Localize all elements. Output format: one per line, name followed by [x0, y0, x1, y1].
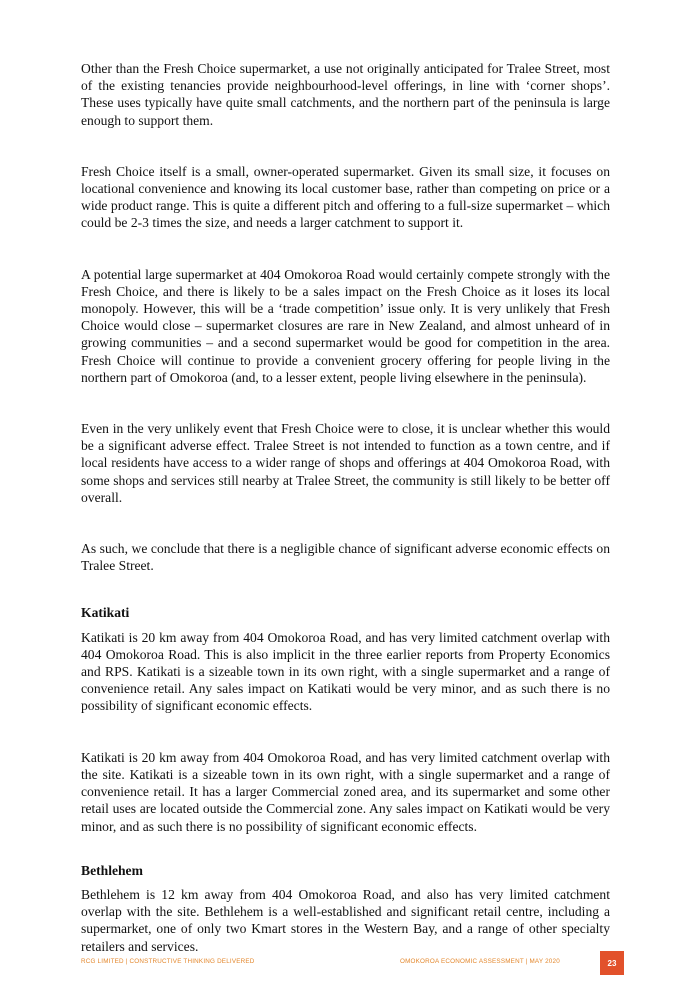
paragraph-fresh-choice: Fresh Choice itself is a small, owner-operated supermarket. Given its small size, it focuses on locational convenience and knowing its local customer base, rather than competing on price or a wide product range. This is quite a different pitch and offering to a full-size supermarket – which could be 2-3 times the size, and needs a larger catchment to support it.	[81, 163, 610, 231]
page-footer	[81, 951, 625, 975]
heading-katikati: Katikati	[81, 605, 130, 621]
paragraph-katikati-1: Katikati is 20 km away from 404 Omokoroa Road, and has very limited catchment overlap with 404 Omokoroa Road. This is also implicit in the three earlier reports from Property Economics and RPS. Katikati is a sizeable town in its own right, with a single supermarket and a range of convenience retail. Any sales impact on Katikati would be very minor, and as such there is no possibility of significant economic effects.	[81, 629, 610, 714]
document-body	[81, 60, 610, 955]
paragraph-unlikely-closure: Even in the very unlikely event that Fresh Choice were to close, it is unclear whether this would be a significant adverse effect. Tralee Street is not intended to function as a town centre, and if local residents have access to a wider range of shops and offerings at 404 Omokoroa Road, with some shops and services still nearby at Tralee Street, the community is still likely to be better off overall.	[81, 421, 610, 505]
paragraph-tralee-uses: Other than the Fresh Choice supermarket, a use not originally anticipated for Tralee Street, most of the existing tenancies provide neighbourhood-level offerings, in line with ‘corner shops’. These uses typically have quite small catchments, and the northern part of the peninsula is large enough to support them.	[81, 61, 610, 128]
page-number-badge: 23	[600, 951, 624, 975]
paragraph-large-supermarket: A potential large supermarket at 404 Omokoroa Road would certainly compete strongly with the Fresh Choice, and there is likely to be a sales impact on the Fresh Choice as it loses its local monopoly. However, this will be a ‘trade competition’ issue only. It is very unlikely that Fresh Choice would close – supermarket closures are rare in New Zealand, and almost unheard of in growing communities – and a second supermarket would be good for competition in the area. Fresh Choice will continue to provide a convenient grocery offering for people living in the northern part of Omokoroa (and, to a lesser extent, people living elsewhere in the peninsula).	[81, 266, 610, 385]
footer-company: RCG LIMITED | CONSTRUCTIVE THINKING DELIVERED	[81, 958, 255, 965]
paragraph-conclusion-tralee: As such, we conclude that there is a negligible chance of significant adverse economic effects on Tralee Street.	[81, 541, 610, 574]
paragraph-katikati-2: Katikati is 20 km away from 404 Omokoroa Road, and has very limited catchment overlap with the site. Katikati is a sizeable town in its own right, with a single supermarket and a range of convenience retail. It has a larger Commercial zoned area, and its supermarket and some other retail uses are located outside the Commercial zone. Any sales impact on Katikati would be very minor, and as such there is no possibility of significant economic effects.	[81, 749, 610, 834]
footer-report-title: OMOKOROA ECONOMIC ASSESSMENT | MAY 2020	[400, 958, 560, 965]
paragraph-bethlehem-1: Bethlehem is 12 km away from 404 Omokoroa Road, and also has very limited catchment overlap with the site. Bethlehem is a well-established and significant retail centre, including a supermarket, one of only two Kmart stores in the Western Bay, and a range of other specialty retailers and services.	[81, 886, 610, 954]
heading-bethlehem: Bethlehem	[81, 862, 143, 878]
